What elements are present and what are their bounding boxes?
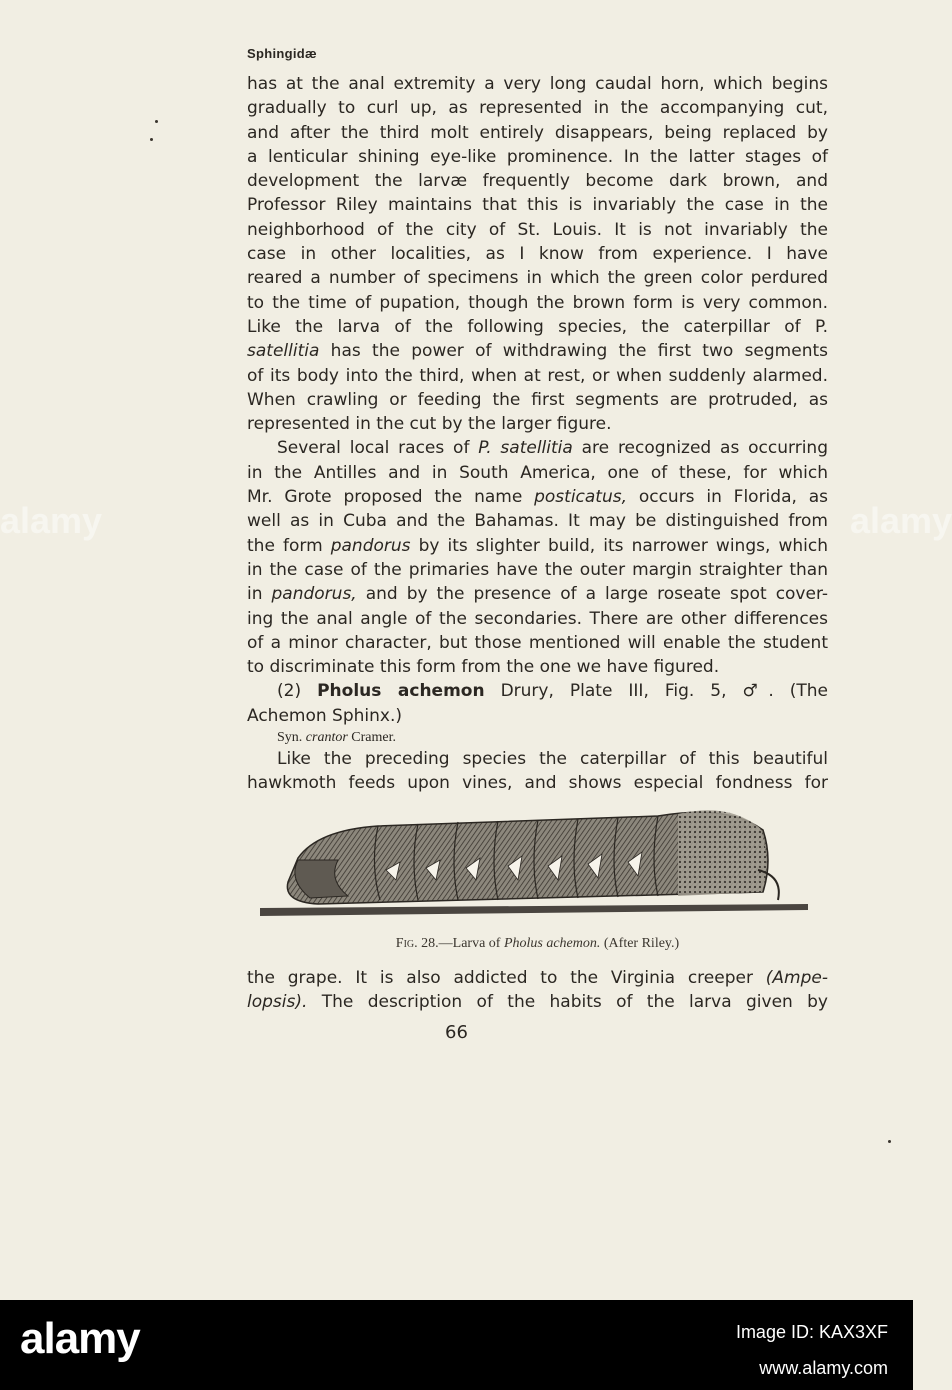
text-line: development the larvæ frequently become dark brown, and (247, 171, 828, 192)
text-line: well as in Cuba and the Bahamas. It may be distinguished from (247, 511, 828, 532)
text-line (247, 582, 828, 606)
text-line: and after the third molt entirely disappears, being replaced by (247, 122, 828, 143)
stock-footer-bar (0, 1300, 913, 1390)
text-run: Several local races of (277, 438, 479, 459)
text-line (247, 534, 828, 558)
caterpillar-illustration (258, 800, 814, 930)
larva-tail-shape (678, 810, 767, 896)
text-line (247, 485, 828, 509)
text-run: Drury, Plate III, Fig. 5, ♂. (The (484, 681, 829, 702)
text-run: by its slighter build, its narrower wings, which (410, 535, 828, 556)
text-line: has at the anal extremity a very long caudal horn, which begins (247, 74, 828, 94)
text-line (247, 990, 828, 1014)
species-italic: posticatus, (534, 487, 628, 508)
site-url: www.alamy.com (759, 1358, 888, 1378)
body-text-continued (247, 966, 828, 1015)
watermark: alamy (850, 500, 952, 541)
image-id: Image ID: KAX3XF (735, 1322, 888, 1342)
alamy-logo: alamy (20, 1314, 140, 1363)
synonym-line (277, 729, 828, 747)
text-run: and by the presence of a large roseate spot cover- (356, 584, 828, 605)
body-text (247, 72, 828, 796)
margin-mark (888, 1140, 891, 1143)
text-run: has the power of withdrawing the first two segments (319, 341, 828, 362)
text-line: Like the preceding species the caterpillar of this beautiful (277, 749, 828, 770)
genus-italic: (Ampe- (765, 968, 828, 988)
text-run: are recognized as occurring (572, 438, 828, 459)
text-line: to discriminate this form from the one we have figured. (247, 657, 720, 678)
text-line: ing the anal angle of the secondaries. There are other differences (247, 608, 828, 629)
caption-credit: (After Riley.) (600, 936, 680, 951)
twig-shape (260, 904, 808, 916)
text-line (247, 436, 828, 460)
text-run: in (247, 584, 272, 605)
image-id-block (736, 1314, 888, 1386)
species-italic: pandorus, (271, 584, 357, 605)
text-line: to the time of pupation, though the brown form is very common. (247, 292, 828, 313)
species-italic: P. satellitia (478, 438, 573, 459)
species-name: Pholus achemon (317, 681, 485, 702)
synonym-italic: crantor (305, 730, 348, 746)
figure-caption (247, 936, 828, 952)
text-line: Achemon Sphinx.) (247, 705, 403, 726)
text-line: reared a number of specimens in which the green color perdured (247, 268, 828, 289)
text-run: Cramer. (347, 730, 397, 746)
text-line: case in other localities, as I know from experience. I have (247, 244, 828, 265)
caption-text: —Larva of (438, 936, 504, 951)
text-line: Professor Riley maintains that this is invariably the case in the (247, 195, 828, 216)
text-run: Syn. (277, 730, 306, 746)
text-run: the form (247, 535, 331, 556)
text-line: hawkmoth feeds upon vines, and shows especial fondness for (247, 773, 828, 794)
genus-italic: lopsis). (247, 992, 308, 1013)
species-number: (2) (277, 681, 318, 702)
text-run: The description of the habits of the larva given by (307, 992, 828, 1013)
text-line: When crawling or feeding the first segments are protruded, as (247, 389, 828, 410)
text-run: occurs in Florida, as (627, 487, 828, 508)
watermark: alamy (0, 500, 103, 541)
page-number: 66 (445, 1022, 468, 1043)
text-line (247, 966, 828, 990)
text-line (247, 339, 828, 363)
species-italic: pandorus (330, 535, 411, 556)
text-line: a lenticular shining eye-like prominence. In the latter stages of (247, 146, 828, 167)
text-line: in the case of the primaries have the outer margin straighter than (247, 559, 828, 580)
text-run: Mr. Grote proposed the name (247, 487, 535, 508)
margin-mark (150, 138, 153, 141)
text-line: in the Antilles and in South America, one of these, for which (247, 462, 828, 483)
text-line: Like the larva of the following species, the caterpillar of P. (247, 316, 828, 337)
species-entry-line (247, 679, 828, 703)
figure-label: Fig. 28. (395, 936, 439, 951)
species-italic: satellitia (247, 341, 320, 362)
caption-species: Pholus achemon. (503, 936, 601, 951)
text-line: of a minor character, but those mentioned will enable the student (247, 632, 828, 653)
text-line: represented in the cut by the larger figure. (247, 414, 612, 435)
text-run: the grape. It is also addicted to the Virginia creeper (247, 968, 766, 988)
text-line: gradually to curl up, as represented in the accompanying cut, (247, 98, 828, 119)
text-line: of its body into the third, when at rest, or when suddenly alarmed. (247, 365, 828, 386)
text-line: neighborhood of the city of St. Louis. It is not invariably the (247, 219, 828, 240)
margin-mark (155, 120, 158, 123)
running-head: Sphingidæ (247, 46, 317, 61)
